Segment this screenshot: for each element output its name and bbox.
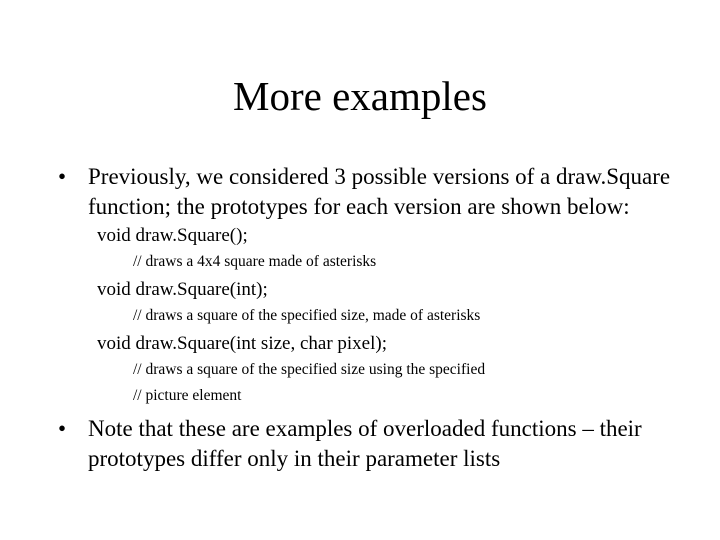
bullet-line: prototypes differ only in their parameter lists — [88, 446, 501, 471]
prototype-comment: // draws a 4x4 square made of asterisks — [133, 253, 377, 270]
slide-title: More examples — [233, 73, 487, 119]
bullet-marker: • — [58, 416, 67, 441]
prototype-code: void draw.Square(); — [97, 225, 248, 246]
bullet-text — [88, 414, 708, 474]
prototype-comment: // picture element — [133, 387, 242, 404]
bullet-marker: • — [58, 164, 67, 189]
bullet-text — [88, 162, 708, 222]
bullet-line: function; the prototypes for each version are shown below: — [88, 194, 630, 219]
bullet-line: Note that these are examples of overloaded functions – their — [88, 416, 642, 441]
prototype-code: void draw.Square(int size, char pixel); — [97, 333, 388, 354]
prototype-code: void draw.Square(int); — [97, 279, 268, 300]
bullet-line: Previously, we considered 3 possible versions of a draw.Square — [88, 164, 671, 189]
prototype-comment: // draws a square of the specified size, made of asterisks — [133, 307, 481, 324]
prototype-comment: // draws a square of the specified size using the specified — [133, 361, 486, 378]
